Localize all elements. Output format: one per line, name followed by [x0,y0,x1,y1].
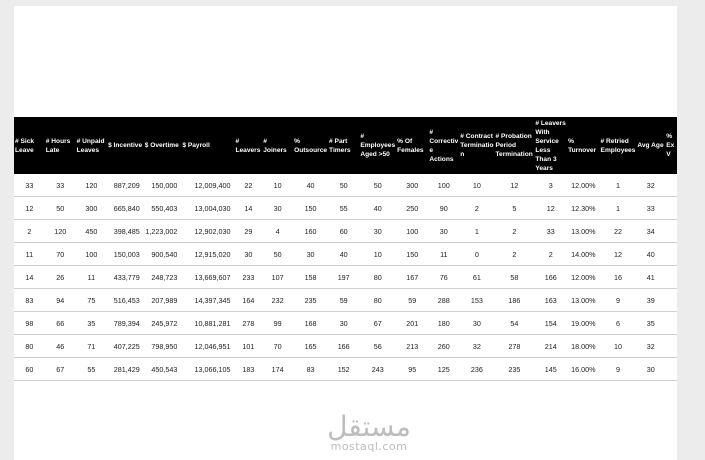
watermark [319,410,419,453]
table-cell: 30 [428,220,459,243]
table-cell: 71 [76,335,107,358]
table-cell: 33 [45,174,76,197]
table-cell: 250 [396,197,428,220]
hr-kpi-table [14,117,677,381]
table-cell: 516,453 [107,289,144,312]
table-cell: 80 [359,289,396,312]
table-cell: 10 [262,174,293,197]
table-row [14,220,677,243]
table-cell: 207,989 [144,289,182,312]
table-cell: 12,902,030 [181,220,234,243]
table-cell: 10 [459,174,494,197]
table-cell: 213 [396,335,428,358]
table-cell: 9 [600,289,637,312]
table-cell: 3 [534,174,567,197]
table-cell: 33 [636,197,665,220]
column-header: # Part Timers [328,117,359,174]
column-header: $ Incentive [107,117,144,174]
table-cell: 12,915,020 [181,243,234,266]
table-cell: 300 [396,174,428,197]
table-cell: 120 [45,220,76,243]
table-cell: 260 [428,335,459,358]
table-cell: 236 [459,358,494,381]
table-cell: 1 [600,174,637,197]
table-row [14,243,677,266]
column-header: # Hours Late [45,117,76,174]
column-header: # Leavers With Service Less Than 3 Years [534,117,567,174]
table-cell: 10 [359,243,396,266]
table-cell: 33 [14,174,45,197]
table-cell: 18.00% [567,335,599,358]
table-row [14,289,677,312]
column-header: # Joiners [262,117,293,174]
table-cell: 30 [234,243,262,266]
table-cell-empty [665,289,677,312]
column-header: $ Payroll [181,117,234,174]
table-cell: 70 [262,335,293,358]
table-cell: 300 [76,197,107,220]
table-cell: 11 [428,243,459,266]
table-cell: 30 [262,197,293,220]
table-cell: 94 [45,289,76,312]
table-cell: 32 [636,174,665,197]
table-cell: 59 [396,289,428,312]
table-cell: 0 [459,243,494,266]
table-cell: 10 [600,335,637,358]
table-cell: 46 [45,335,76,358]
table-cell: 76 [428,266,459,289]
column-header: # Retried Employees [600,117,637,174]
table-cell: 887,209 [107,174,144,197]
column-header: $ Overtime [144,117,182,174]
table-cell: 1,223,002 [144,220,182,243]
column-header: # Leavers [234,117,262,174]
table-cell: 398,485 [107,220,144,243]
table-cell: 13,669,607 [181,266,234,289]
table-cell: 168 [293,312,328,335]
table-cell: 58 [495,266,535,289]
table-cell: 39 [636,289,665,312]
table-cell: 9 [600,358,637,381]
table-cell: 19.00% [567,312,599,335]
table-cell-empty [665,220,677,243]
table-cell: 26 [45,266,76,289]
table-cell: 150 [293,197,328,220]
table-cell: 900,540 [144,243,182,266]
table-cell: 166 [534,266,567,289]
table-cell: 154 [534,312,567,335]
table-cell-empty [665,335,677,358]
table-cell: 201 [396,312,428,335]
table-cell: 30 [636,358,665,381]
table-cell: 164 [234,289,262,312]
table-cell: 50 [328,174,359,197]
table-cell: 33 [534,220,567,243]
table-cell: 281,429 [107,358,144,381]
table-cell: 100 [396,220,428,243]
table-cell: 16 [600,266,637,289]
table-cell: 150 [396,243,428,266]
column-header: Avg Age [636,117,665,174]
table-cell: 30 [459,312,494,335]
table-cell: 798,950 [144,335,182,358]
table-cell: 2 [495,243,535,266]
table-cell: 66 [45,312,76,335]
table-cell: 34 [636,220,665,243]
table-cell: 145 [534,358,567,381]
table-row [14,197,677,220]
table-cell: 12.30% [567,197,599,220]
table-cell: 80 [359,266,396,289]
table-cell-empty [665,358,677,381]
table-cell: 665,840 [107,197,144,220]
table-cell-empty [665,174,677,197]
table-cell: 11 [14,243,45,266]
table-cell: 40 [328,243,359,266]
table-cell: 232 [262,289,293,312]
table-cell-empty [665,266,677,289]
table-cell: 14.00% [567,243,599,266]
table-cell-empty [665,197,677,220]
table-cell: 12 [495,174,535,197]
table-cell: 197 [328,266,359,289]
table-cell: 12 [14,197,45,220]
table-cell: 14 [14,266,45,289]
table-cell: 4 [262,220,293,243]
table-cell: 450,543 [144,358,182,381]
table-cell: 70 [45,243,76,266]
table-row [14,335,677,358]
table-row [14,174,677,197]
table-cell: 167 [396,266,428,289]
table-cell: 245,972 [144,312,182,335]
table-row [14,358,677,381]
header-row [14,117,677,174]
table-cell: 67 [359,312,396,335]
table-cell: 6 [600,312,637,335]
table-cell: 1 [600,197,637,220]
spreadsheet-page [14,6,677,460]
table-cell: 153 [459,289,494,312]
table-cell: 160 [293,220,328,243]
table-cell: 789,394 [107,312,144,335]
table-cell: 14 [234,197,262,220]
table-cell: 125 [428,358,459,381]
table-cell: 107 [262,266,293,289]
table-cell: 166 [328,335,359,358]
table-cell: 90 [428,197,459,220]
table-cell: 40 [636,243,665,266]
table-cell: 150,000 [144,174,182,197]
table-cell: 174 [262,358,293,381]
table-cell-empty [665,243,677,266]
watermark-latin: mostaql.com [330,440,408,453]
table-cell: 11 [76,266,107,289]
table-cell: 10,881,281 [181,312,234,335]
table-cell: 2 [14,220,45,243]
table-cell: 13,004,030 [181,197,234,220]
table-cell: 67 [45,358,76,381]
table-cell: 165 [293,335,328,358]
table-cell: 32 [636,335,665,358]
table-cell: 60 [14,358,45,381]
table-cell: 35 [76,312,107,335]
table-cell: 14,397,345 [181,289,234,312]
table-cell: 50 [262,243,293,266]
table-cell: 233 [234,266,262,289]
table-cell: 13,066,105 [181,358,234,381]
table-cell: 40 [293,174,328,197]
column-header: % Turnover [567,117,599,174]
table-cell: 99 [262,312,293,335]
table-cell: 278 [495,335,535,358]
table-cell: 183 [234,358,262,381]
table-cell: 550,403 [144,197,182,220]
table-cell: 12 [600,243,637,266]
table-cell: 35 [636,312,665,335]
table-cell: 75 [76,289,107,312]
table-cell: 243 [359,358,396,381]
table-cell: 407,225 [107,335,144,358]
table-cell: 248,723 [144,266,182,289]
table-cell: 83 [14,289,45,312]
table-cell: 158 [293,266,328,289]
table-cell: 2 [495,220,535,243]
table-cell: 278 [234,312,262,335]
watermark-arabic: مستقل [327,410,411,443]
table-cell: 29 [234,220,262,243]
table-cell: 16.00% [567,358,599,381]
table-cell: 55 [328,197,359,220]
table-cell: 12,009,400 [181,174,234,197]
table-cell: 22 [600,220,637,243]
table-cell: 12.00% [567,174,599,197]
table-cell: 22 [234,174,262,197]
table-cell: 2 [534,243,567,266]
column-header: # Unpaid Leaves [76,117,107,174]
table-cell: 80 [14,335,45,358]
table-cell: 450 [76,220,107,243]
table-cell: 163 [534,289,567,312]
table-row [14,312,677,335]
column-header: # Contract Terminatio n [459,117,494,174]
table-cell: 59 [328,289,359,312]
table-cell: 433,779 [107,266,144,289]
table-body [14,174,677,381]
table-cell: 95 [396,358,428,381]
column-header: # Sick Leave [14,117,45,174]
table-cell: 13.00% [567,220,599,243]
column-header: # Probation Period Termination [495,117,535,174]
table-cell-empty [665,312,677,335]
table-cell: 152 [328,358,359,381]
table-cell: 5 [495,197,535,220]
column-header: % Outsource [293,117,328,174]
table-cell: 120 [76,174,107,197]
table-cell: 54 [495,312,535,335]
table-cell: 30 [328,312,359,335]
table-cell: 12,046,951 [181,335,234,358]
column-header: % Of Females [396,117,428,174]
table-cell: 83 [293,358,328,381]
table-row [14,266,677,289]
table-cell: 30 [293,243,328,266]
table-cell: 150,003 [107,243,144,266]
page-edge [677,0,705,460]
table-cell: 12.00% [567,266,599,289]
table-cell: 50 [45,197,76,220]
table-cell: 12 [534,197,567,220]
column-header: # Employees Aged >50 [359,117,396,174]
table-cell: 32 [459,335,494,358]
table-cell: 101 [234,335,262,358]
table-cell: 2 [459,197,494,220]
table-cell: 235 [293,289,328,312]
table-cell: 186 [495,289,535,312]
table-cell: 55 [76,358,107,381]
table-cell: 288 [428,289,459,312]
table-cell: 60 [328,220,359,243]
table-cell: 214 [534,335,567,358]
column-header: % Ex V [665,117,677,174]
table-cell: 1 [459,220,494,243]
table-cell: 30 [359,220,396,243]
table-cell: 13.00% [567,289,599,312]
table-cell: 100 [428,174,459,197]
table-cell: 235 [495,358,535,381]
table-cell: 100 [76,243,107,266]
table-cell: 61 [459,266,494,289]
table-cell: 98 [14,312,45,335]
table-cell: 50 [359,174,396,197]
table-cell: 56 [359,335,396,358]
column-header: # Correctiv e Actions [428,117,459,174]
table-cell: 40 [359,197,396,220]
table-cell: 41 [636,266,665,289]
table-cell: 180 [428,312,459,335]
